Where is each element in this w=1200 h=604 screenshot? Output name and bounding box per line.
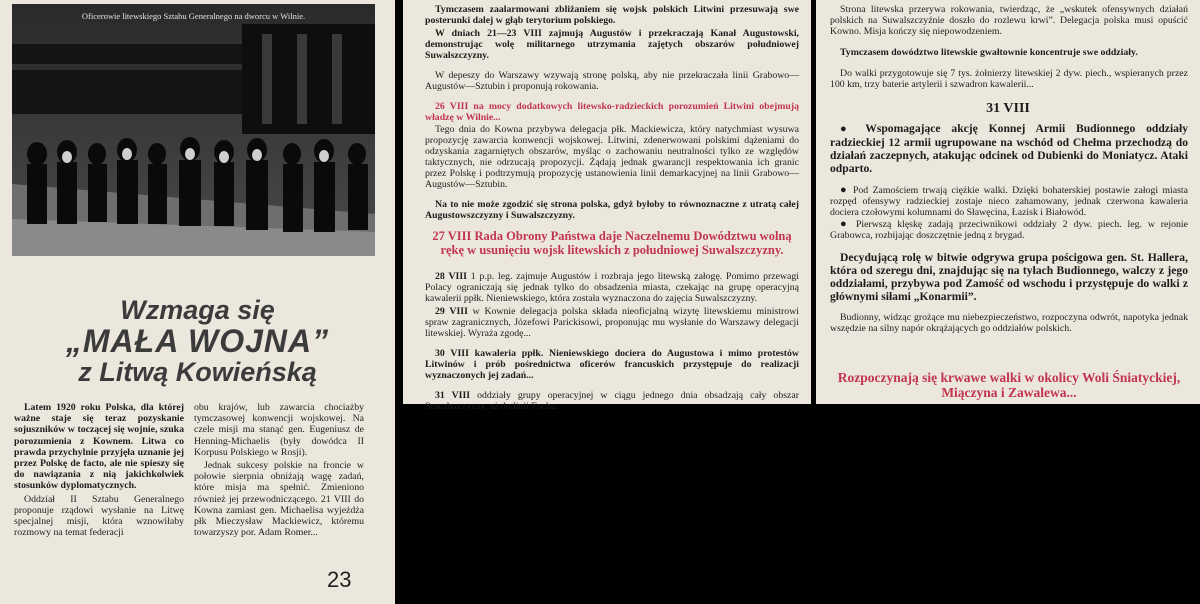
headline-line-3: z Litwą Kowieńską <box>78 357 317 387</box>
photo-caption: Oficerowie litewskiego Sztabu Generalnego na dworcu w Wilnie. <box>81 11 306 21</box>
paragraph: Tymczasem zaalarmowani zbliżaniem się wojsk polskich Litwini przesuwają swe posterunki dalej w głąb terytorium polskiego. <box>425 4 799 26</box>
red-heading: 27 VIII Rada Obrony Państwa daje Naczelnemu Dowództwu wolną rękę w usunięciu wojsk litewskich z południowej Suwalszczyzny. <box>432 229 792 257</box>
entry-date: 29 VIII <box>435 306 468 317</box>
entry-date: 31 VIII <box>435 390 471 401</box>
paragraph: 1 p.p. leg. zajmuje Augustów i rozbraja jego litewską załogę. Pomimo przewagi Polacy ograniczają się jednak tylko do obsadzenia miasta, czekając na grupę operacyjną kawalerii ppłk. Nieniewskiego, która została wyznaczona do zajęcia Suwalszczyzny. <box>425 271 799 304</box>
bullet-icon: ● <box>840 123 855 135</box>
paragraph: Jednak sukcesy polskie na froncie w połowie sierpnia obniżają wagę zadań, które misja ma spełnić. Zmieniono również jej przewodniczącego. 21 VIII do Kowna zamiast gen. Michaelisa wyjeżdża płk Mieczysław Mackiewicz, któremu towarzyszy por. Adam Romer... <box>194 460 364 539</box>
paragraph: Pod Zamościem trwają ciężkie walki. Dzięki bohaterskiej postawie załogi miasta rozpęd ofensywy radzieckiej zostaje nieco zahamowany, jednak czerwona kawaleria dociera czołowymi kolumnami do Sławęcina, Łazisk i Białowód. <box>830 185 1188 218</box>
paragraph: W dniach 21—23 VIII zajmują Augustów i przekraczają Kanał Augustowski, demonstrując wolę militarnego utrzymania zajętych obszarów południowej Suwalszczyzny. <box>425 28 799 61</box>
paragraph: Oddział II Sztabu Generalnego proponuje rządowi wysłanie na Litwę specjalnej misji, która wznowiłaby rozmowy na temat federacji <box>14 493 184 539</box>
date-heading: 31 VIII <box>986 101 1030 116</box>
left-page <box>0 0 395 604</box>
paragraph: Na to nie może zgodzić się strona polska, gdyż byłoby to równoznaczne z utratą całej Augustowszczyzny i Suwalszczyzny. <box>425 199 799 221</box>
paragraph: W depeszy do Warszawy wzywają stronę polską, aby nie przekraczała linii Grabowo—Augustów—Sztubin i proponują rokowania. <box>425 70 799 92</box>
photo-illustration <box>12 4 375 256</box>
paragraph: 30 VIII kawaleria ppłk. Nieniewskiego dociera do Augustowa i mimo protestów Litwinów i prób pośrednictwa oficerów francuskich przystępuje do realizacji wyznaczonych jej zadań... <box>425 348 799 381</box>
right-column-top <box>830 4 1188 90</box>
paragraph: Decydującą rolę w bitwie odgrywa grupa pościgowa gen. St. Hallera, która od szeregu dni, znajdując się na tyłach Budionnego, walczy z jego oddziałami, przybywa pod Zamość od wschodu i przystępuje do walki z głównymi siłami „Konarmii”. <box>830 251 1188 303</box>
red-closing-heading: Rozpoczynają się krwawe walki w okolicy Woli Śniatyckiej, Miączyna i Zawalewa... <box>837 370 1181 400</box>
middle-column <box>425 4 799 412</box>
bullet-icon: ● <box>840 218 851 230</box>
paragraph: Do walki przygotowuje się 7 tys. żołnierzy litewskiej 2 dyw. piech., wspieranych przez 100 km, trzy baterie artylerii i szwadron kawalerii... <box>830 68 1188 90</box>
headline-line-2: „MAŁA WOJNA” <box>65 323 330 359</box>
paragraph: Wspomagające akcję Konnej Armii Budionnego oddziały radzieckiej 12 armii ugrupowane na wschód od Chełma przechodzą do działań zaczepnych, atakując odcinek od Dubienki do Moniatycz. Ataki odparto. <box>830 122 1188 175</box>
right-column-bottom <box>830 122 1188 334</box>
paragraph: oddziały grupy operacyjnej w ciągu jednego dnia obsadzają cały obszar Suwalszczyzny, aż do linii Focha. <box>425 390 799 412</box>
right-page <box>816 0 1200 404</box>
entry-date: 28 VIII <box>435 271 467 282</box>
historical-photo <box>12 4 375 256</box>
left-column-2 <box>194 402 364 540</box>
middle-page <box>403 0 811 412</box>
paragraph: obu krajów, lub zawarcia chociażby tymczasowej konwencji wojskowej. Na czele misji ma stanąć gen. Eugeniusz de Henning-Michaelis (były dowódca II Korpusu Polskiego w Rosji). <box>194 402 364 458</box>
paragraph: Tego dnia do Kowna przybywa delegacja płk. Mackiewicza, który natychmiast wysuwa propozycję zawarcia konwencji wojskowej. Litwini, zdenerwowani polskimi dążeniami do odzyskania zagarniętych obszarów, myśląc o zachowaniu neutralności tylko ze względów taktycznych, nie odrzucają propozycji. Żądają jednak gwarancji respektowania ich granic przez Polskę i podtrzymują propozycję ustanowienia linii demarkacyjnej na linii Grabowo—Augustów—Sztubin. <box>425 124 799 190</box>
paragraph: Budionny, widząc grożące mu niebezpieczeństwo, rozpoczyna odwrót, napotyka jednak wszędzie na silny napór okrążających go oddziałów polskich. <box>830 312 1188 334</box>
left-column-1 <box>14 402 184 540</box>
paragraph: Pierwszą klęskę zadają przeciwnikowi oddziały 2 dyw. piech. leg. w rejonie Grabowca, rozbijając doszczętnie jedną z brygad. <box>830 219 1188 241</box>
headline-line-1: Wzmaga się <box>120 295 275 325</box>
lead-paragraph: Latem 1920 roku Polska, dla której ważne staje się teraz pozyskanie sojuszników w toczącej się wojnie, szuka porozumienia z Kownem. Litwa co prawda przychylnie przyjęła uznanie jej przez Polskę de facto, ale nie spieszy się do nawiązania z nią jakichkolwiek stosunków dyplomatycznych. <box>14 402 184 492</box>
paragraph: w Kownie delegacja polska składa nieoficjalną wizytę litewskiemu ministrowi spraw zagranicznych, Józefowi Parickisowi, proponując mu wysłanie do Warszawy delegacji litewskiej. Wyraża zgodę... <box>425 306 799 339</box>
paragraph: Tymczasem dowództwo litewskie gwałtownie koncentruje swe oddziały. <box>840 47 1138 58</box>
paragraph: Strona litewska przerywa rokowania, twierdząc, że „wskutek ofensywnych działań polskich na Suwalszczyźnie doszło do rozlewu krwi”. Delegacja polska musi opuścić Kowno. Misja kończy się niepowodzeniem. <box>830 4 1188 37</box>
article-headline <box>0 296 395 386</box>
page-number: 23 <box>327 567 352 592</box>
bullet-icon: ● <box>840 184 849 196</box>
red-subheading: 26 VIII na mocy dodatkowych litewsko-radzieckich porozumień Litwini obejmują władzę w Wilnie... <box>425 101 799 123</box>
